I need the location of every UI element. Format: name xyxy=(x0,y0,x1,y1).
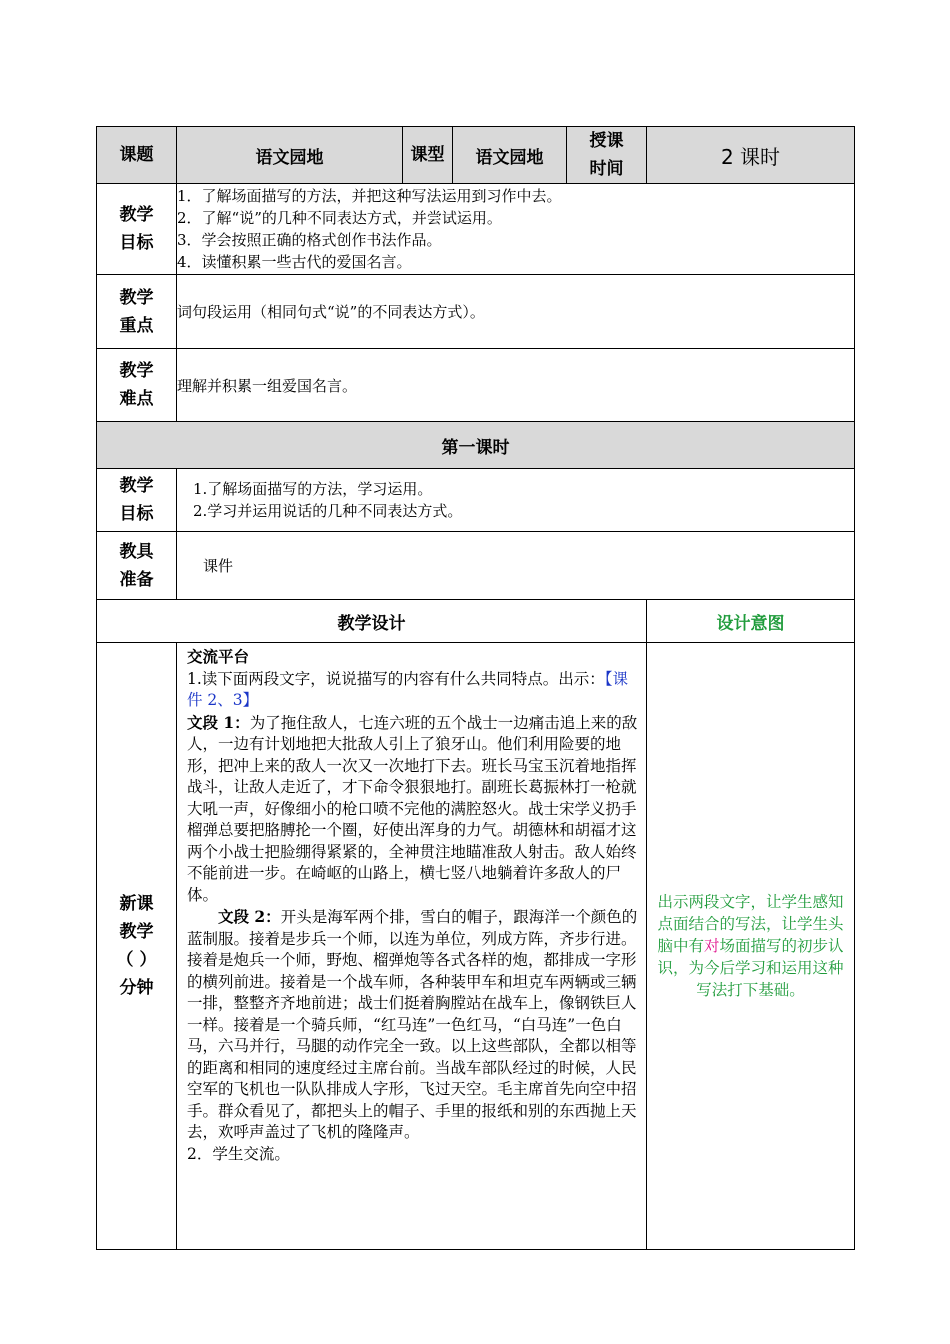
question-1 xyxy=(187,669,638,712)
goal-item: 2．了解“说”的几种不同表达方式，并尝试运用。 xyxy=(177,209,502,227)
goals-list xyxy=(177,184,855,275)
lesson-plan-table xyxy=(96,126,855,1250)
lesson1-goals-label-line2: 目标 xyxy=(119,504,154,524)
tools-row xyxy=(97,532,855,600)
difficulties-text: 理解并积累一组爱国名言。 xyxy=(177,349,855,422)
passage-2-label: 文段 2： xyxy=(218,907,281,926)
design-title: 教学设计 xyxy=(97,600,647,643)
lesson1-goal-item: 2.学习并运用说话的几种不同表达方式。 xyxy=(193,502,463,520)
intent-text-b: 场面描写的初步认识，为今后学习和运用这种写法打下基础。 xyxy=(657,937,844,999)
lesson1-goal-item: 1.了解场面描写的方法，学习运用。 xyxy=(193,480,433,498)
courseware-ref: 【课件 2、3】 xyxy=(187,669,629,709)
key-points-label xyxy=(97,275,177,349)
passage-2 xyxy=(187,906,638,1144)
design-body-row xyxy=(97,643,855,1250)
lesson1-goals-label-line1: 教学 xyxy=(119,476,154,496)
difficulties-label xyxy=(97,349,177,422)
goals-row xyxy=(97,184,855,275)
lesson1-title: 第一课时 xyxy=(97,422,855,469)
tools-label xyxy=(97,532,177,600)
topic-value: 语文园地 xyxy=(177,127,403,184)
time-label xyxy=(567,127,647,184)
difficulties-row xyxy=(97,349,855,422)
design-header-row xyxy=(97,600,855,643)
goal-item: 3．学会按照正确的格式创作书法作品。 xyxy=(177,231,442,249)
difficulties-label-line2: 难点 xyxy=(119,389,154,409)
side-label-line2: 教学 xyxy=(119,922,154,942)
type-label: 课型 xyxy=(403,127,453,184)
goals-label xyxy=(97,184,177,275)
side-label-line1: 新课 xyxy=(119,894,154,914)
tools-text: 课件 xyxy=(177,532,855,600)
passage-1 xyxy=(187,712,638,907)
time-label-line2: 时间 xyxy=(589,159,624,179)
goals-label-line1: 教学 xyxy=(119,205,154,225)
intent-highlight: 对 xyxy=(703,937,720,955)
difficulties-label-line1: 教学 xyxy=(119,361,154,381)
goal-item: 4．读懂积累一些古代的爱国名言。 xyxy=(177,253,412,271)
key-points-text: 词句段运用（相同句式“说”的不同表达方式）。 xyxy=(177,275,855,349)
tools-label-line2: 准备 xyxy=(119,569,154,590)
goals-label-line2: 目标 xyxy=(119,233,154,253)
passage-1-text: 为了拖住敌人，七连六班的五个战士一边痛击追上来的敌人，一边有计划地把大批敌人引上了狼牙山。他们利用险要的地形，把冲上来的敌人一次又一次地打下去。班长马宝玉沉着地指挥战斗，让敌人走近了，才下命令狠狠地打。副班长葛振林打一枪就大吼一声，好像细小的枪口喷不完他的满腔怒火。战士宋学义扔手榴弹总要把胳膊抡一个圈，好使出浑身的力气。胡德林和胡福才这两个小战士把脸绷得紧紧的，全神贯注地瞄准敌人射击。敌人始终不能前进一步。在崎岖的山路上，横七竖八地躺着许多敌人的尸体。 xyxy=(187,713,638,904)
section-title: 交流平台 xyxy=(187,648,250,666)
question-2: 2．学生交流。 xyxy=(187,1144,290,1163)
passage-1-label: 文段 1： xyxy=(187,712,250,732)
design-content xyxy=(177,643,647,1250)
question-1-text: 1.读下面两段文字，说说描写的内容有什么共同特点。出示： xyxy=(187,669,605,688)
lesson1-goals-row xyxy=(97,469,855,532)
lesson1-goals-label xyxy=(97,469,177,532)
side-label-line3: （ ） xyxy=(116,950,157,970)
passage-2-text: 开头是海军两个排，雪白的帽子，跟海洋一个颜色的蓝制服。接着是步兵一个师，以连为单位，列成方阵，齐步行进。接着是炮兵一个师，野炮、榴弹炮等各式各样的炮，都排成一字形的横列前进。接着是一个战车师，各种装甲车和坦克车两辆或三辆一排，整整齐齐地前进；战士们挺着胸膛站在战车上，像钢铁巨人一样。接着是一个骑兵师，“红马连”一色红马，“白马连”一色白马，六马并行，马腿的动作完全一致。以上这些部队，全都以相等的距离和相同的速度经过主席台前。当战车部队经过的时候，人民空军的飞机也一队队排成人字形，飞过天空。毛主席首先向空中招手。群众看见了，都把头上的帽子、手里的报纸和别的东西抛上天去，欢呼声盖过了飞机的隆隆声。 xyxy=(187,908,638,1141)
key-points-label-line1: 教学 xyxy=(119,287,154,308)
key-points-row xyxy=(97,275,855,349)
lesson1-goals-list xyxy=(177,469,855,532)
period-value: 2 课时 xyxy=(647,127,855,184)
design-intent xyxy=(647,643,855,1250)
type-value: 语文园地 xyxy=(453,127,567,184)
goal-item: 1．了解场面描写的方法，并把这种写法运用到习作中去。 xyxy=(177,187,562,205)
key-points-label-line2: 重点 xyxy=(119,315,154,336)
header-row xyxy=(97,127,855,184)
design-side-label xyxy=(97,643,177,1250)
side-label-line4: 分钟 xyxy=(119,978,154,998)
time-label-line1: 授课 xyxy=(589,131,624,151)
tools-label-line1: 教具 xyxy=(119,541,154,562)
topic-label: 课题 xyxy=(97,127,177,184)
lesson1-title-row xyxy=(97,422,855,469)
intent-text-a: 出示两段文字，让学生感知点面结合的写法，让学生头脑中有 xyxy=(657,893,844,955)
intent-title: 设计意图 xyxy=(647,600,855,643)
